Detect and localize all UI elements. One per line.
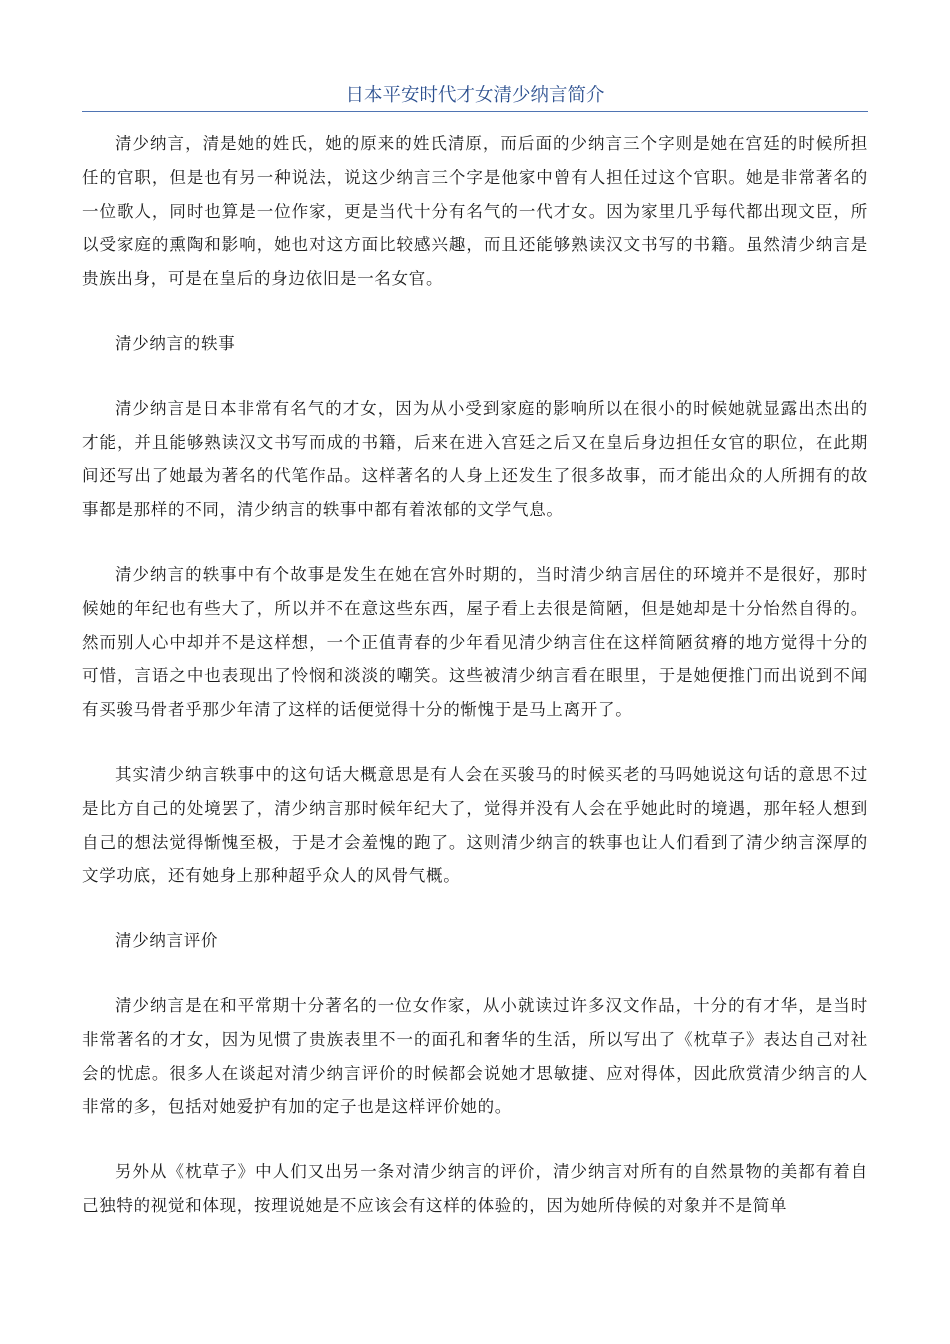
section-heading: 清少纳言的轶事: [115, 333, 236, 353]
paragraph: 其实清少纳言轶事中的这句话大概意思是有人会在买骏马的时候买老的马吗她说这句话的意思不过是比方自己的处境罢了，清少纳言那时候年纪大了，觉得并没有人会在乎她此时的境遇，那年轻人想到自己的想法觉得惭愧至极，于是才会羞愧的跑了。这则清少纳言的轶事也让人们看到了清少纳言深厚的文学功底，还有她身上那种超乎众人的风骨气概。: [82, 764, 868, 886]
paragraph: 清少纳言，清是她的姓氏，她的原来的姓氏清原，而后面的少纳言三个字则是她在宫廷的时候所担任的官职，但是也有另一种说法，说这少纳言三个字是他家中曾有人担任过这个官职。她是非常著名的一位歌人，同时也算是一位作家，更是当代十分有名气的一代才女。因为家里几乎每代都出现文臣，所以受家庭的熏陶和影响，她也对这方面比较感兴趣，而且还能够熟读汉文书写的书籍。虽然清少纳言是贵族出身，可是在皇后的身边依旧是一名女官。: [82, 134, 868, 289]
document-page: [82, 0, 868, 1254]
document-title: 日本平安时代才女清少纳言简介: [82, 0, 868, 112]
section-heading: 清少纳言评价: [115, 931, 219, 951]
paragraph: 另外从《枕草子》中人们又出另一条对清少纳言的评价，清少纳言对所有的自然景物的美都有着自己独特的视觉和体现，按理说她是不应该会有这样的体验的，因为她所侍候的对象并不是简单: [82, 1162, 868, 1215]
paragraph: 清少纳言的轶事中有个故事是发生在她在宫外时期的，当时清少纳言居住的环境并不是很好，那时候她的年纪也有些大了，所以并不在意这些东西，屋子看上去很是简陋，但是她却是十分怡然自得的。然而别人心中却并不是这样想，一个正值青春的少年看见清少纳言住在这样简陋贫瘠的地方觉得十分的可惜，言语之中也表现出了怜悯和淡淡的嘲笑。这些被清少纳言看在眼里，于是她便推门而出说到不闻有买骏马骨者乎那少年清了这样的话便觉得十分的惭愧于是马上离开了。: [82, 564, 868, 720]
paragraph: 清少纳言是日本非常有名气的才女，因为从小受到家庭的影响所以在很小的时候她就显露出杰出的才能，并且能够熟读汉文书写而成的书籍，后来在进入宫廷之后又在皇后身边担任女官的职位，在此期间还写出了她最为著名的代笔作品。这样著名的人身上还发生了很多故事，而才能出众的人所拥有的故事都是那样的不同，清少纳言的轶事中都有着浓郁的文学气息。: [82, 398, 868, 520]
document-body: [82, 127, 868, 1223]
paragraph: 清少纳言是在和平常期十分著名的一位女作家，从小就读过许多汉文作品，十分的有才华，是当时非常著名的才女，因为见惯了贵族表里不一的面孔和奢华的生活，所以写出了《枕草子》表达自己对社会的忧虑。很多人在谈起对清少纳言评价的时候都会说她才思敏捷、应对得体，因此欣赏清少纳言的人非常的多，包括对她爱护有加的定子也是这样评价她的。: [82, 995, 868, 1117]
